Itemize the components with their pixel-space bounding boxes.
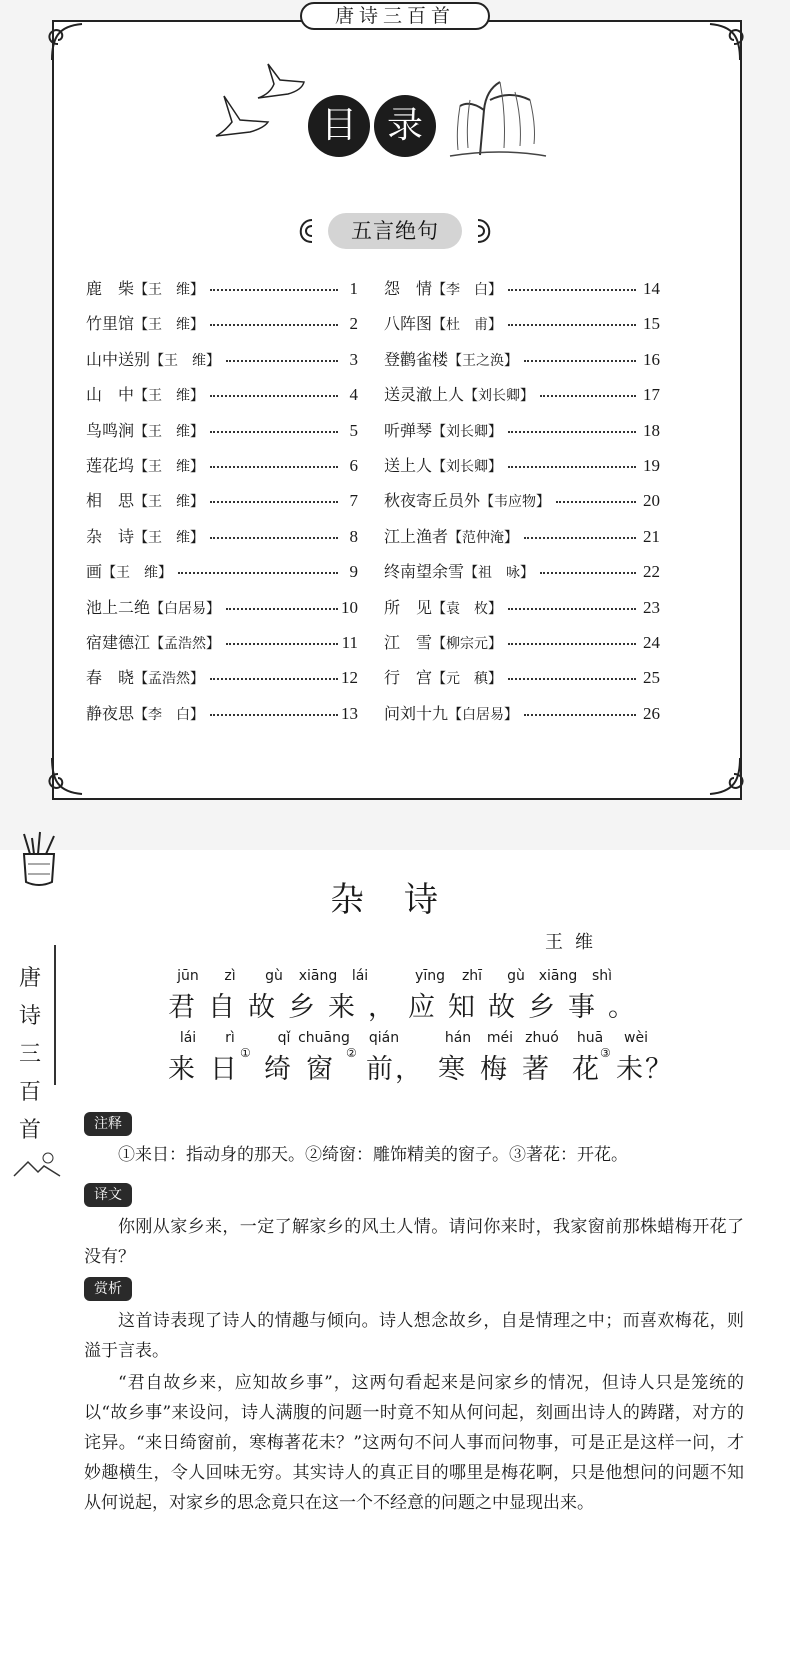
pinyin: shì [591, 968, 613, 984]
toc-entry-author: 【李 白】 [134, 706, 205, 723]
toc-entry-page-number: 17 [643, 385, 660, 405]
side-title-char: 三 [18, 1042, 41, 1067]
pinyin: lái [351, 968, 369, 984]
poem-char: 未？ [616, 1054, 674, 1085]
pinyin: zhuó [525, 1030, 559, 1046]
poem-char: 寒 [438, 1054, 467, 1085]
poem-char: 前， [366, 1054, 424, 1085]
annotation-label: 注释 [84, 1112, 132, 1136]
cloud-scroll-icon [290, 216, 320, 246]
toc-entry-title: 江 雪 [384, 633, 433, 652]
toc-entry-page-number: 8 [349, 526, 358, 546]
toc-entry[interactable] [86, 699, 204, 729]
toc-entry-title: 送上人 [384, 456, 433, 475]
willow-tree-icon [440, 70, 550, 160]
poem-author: 王维 [545, 932, 605, 953]
poem-char: 来 [168, 1054, 197, 1085]
appreciation-paragraph-2: “君自故乡来，应知故乡事”，这两句看起来是问家乡的情况，但诗人只是笼统的以“故乡事”来设问，诗人满腹的问题一时竟不知从何问起，刻画出诗人的踌躇，对方的诧异。“来日绮窗前，寒梅著花未？”这两句不问人事而问物事，可是正是这样一问，才妙趣横生，令人回味无穷。其实诗人的真正目的哪里是梅花啊，只是他想问的问题不知从何说起，对家乡的思念竟只在这一个不经意的问题之中显现出来。 [84, 1373, 744, 1513]
toc-entry-author: 【王 维】 [134, 529, 205, 546]
poem-char: 花 [572, 1054, 601, 1085]
toc-entry[interactable] [384, 699, 518, 729]
annotation-marker: ② [346, 1046, 357, 1060]
pinyin: gù [507, 968, 525, 984]
swallows-icon [210, 60, 310, 150]
pinyin: jūn [177, 968, 199, 984]
toc-entry-page-number: 15 [643, 314, 660, 334]
corner-ornament-icon [694, 750, 754, 810]
pinyin: chuāng [298, 1030, 350, 1046]
toc-entry-page-number: 18 [643, 420, 660, 440]
toc-entry-page-number: 11 [341, 633, 358, 652]
toc-entry[interactable] [86, 557, 172, 587]
translation-text: 你刚从家乡来，一定了解家乡的风土人情。请问你来时，我家窗前那株蜡梅开花了没有？ [84, 1217, 744, 1267]
toc-entry-author: 【刘长卿】 [432, 459, 503, 475]
toc-entry[interactable] [384, 557, 534, 587]
toc-entry-page-number: 26 [643, 703, 660, 723]
toc-entry[interactable] [86, 593, 220, 623]
toc-entry-title: 江上渔者 [384, 526, 449, 546]
toc-entry[interactable] [86, 416, 204, 446]
toc-heading-char-1: 目 [308, 95, 370, 157]
poem-char: 日 [210, 1054, 239, 1085]
side-title-char: 首 [18, 1118, 41, 1143]
translation-label: 译文 [84, 1183, 132, 1207]
toc-heading-char-2: 录 [374, 95, 436, 157]
toc-entry-title: 山中送别 [86, 349, 151, 369]
toc-entry-author: 【王 维】 [102, 565, 173, 582]
poem-char: 窗 [306, 1054, 335, 1085]
toc-entry-title: 所 见 [384, 597, 433, 617]
toc-entry[interactable] [86, 309, 204, 339]
toc-entry-title: 送灵澈上人 [384, 385, 465, 405]
toc-entry-page-number: 3 [349, 349, 358, 369]
side-title-char: 诗 [18, 1004, 41, 1029]
toc-entry-page-number: 20 [643, 491, 660, 511]
toc-entry-author: 【范仲淹】 [448, 529, 519, 546]
toc-entry-page-number: 21 [643, 526, 660, 546]
pinyin: huā [576, 1030, 604, 1046]
toc-entry[interactable] [384, 309, 502, 339]
poem-char: 著 [522, 1054, 551, 1085]
toc-entry-title: 山 中 [86, 385, 135, 405]
poem-title: 杂诗 [330, 880, 478, 920]
toc-entry[interactable] [384, 628, 502, 658]
toc-entry-title: 竹里馆 [86, 314, 135, 334]
toc-entry-author: 【白居易】 [448, 706, 519, 723]
toc-entry-author: 【王 维】 [134, 459, 205, 475]
toc-entry-author: 【孟浩然】 [150, 636, 221, 652]
pinyin: wèi [624, 1030, 648, 1046]
toc-entry-title: 终南望余雪 [384, 562, 465, 582]
corner-ornament-icon [694, 8, 754, 68]
toc-entry-title: 画 [86, 562, 103, 582]
corner-ornament-icon [38, 8, 98, 68]
toc-entry-title: 秋夜寄丘员外 [384, 491, 481, 511]
pinyin: hán [444, 1030, 472, 1046]
pinyin: zhī [461, 968, 483, 984]
toc-entry-page-number: 7 [349, 491, 358, 511]
toc-entry-page-number: 24 [643, 633, 660, 652]
toc-entry-page-number: 4 [349, 385, 358, 405]
toc-entry-author: 【王 维】 [134, 317, 205, 334]
toc-entry-title: 八阵图 [384, 314, 433, 334]
toc-entry[interactable] [86, 663, 204, 693]
toc-entry-author: 【祖 咏】 [464, 565, 535, 582]
toc-entry-page-number: 5 [349, 420, 358, 440]
toc-entry[interactable] [86, 486, 204, 516]
toc-entry-author: 【袁 枚】 [432, 600, 503, 617]
appreciation-paragraph-1: 这首诗表现了诗人的情趣与倾向。诗人想念故乡，自是情理之中；而喜欢梅花，则溢于言表。 [84, 1311, 744, 1361]
toc-dot-leader [508, 678, 636, 680]
appreciation-label: 赏析 [84, 1277, 132, 1301]
toc-entry-title: 春 晓 [86, 668, 135, 688]
toc-entry-page-number: 6 [349, 456, 358, 475]
pinyin: yīng [415, 968, 445, 984]
toc-dot-leader [508, 608, 636, 610]
toc-entry[interactable] [86, 522, 204, 552]
pinyin: rì [225, 1030, 235, 1046]
toc-entry-title: 鹿 柴 [86, 279, 135, 298]
toc-entry-author: 【王 维】 [134, 494, 205, 511]
annotation-text: ①来日：指动身的那天。②绮窗：雕饰精美的窗子。③著花：开花。 [118, 1145, 628, 1165]
toc-entry[interactable] [384, 416, 502, 446]
poem-line-1: 君自故乡来，应知故乡事。 [168, 992, 648, 1023]
side-series-title [18, 960, 42, 1150]
toc-entry[interactable] [384, 593, 502, 623]
pinyin: zì [224, 968, 236, 984]
toc-entry-author: 【王 维】 [134, 388, 205, 405]
landscape-icon [12, 1150, 62, 1180]
pinyin: gù [265, 968, 283, 984]
toc-entry-author: 【韦应物】 [480, 494, 551, 511]
toc-dot-leader [178, 572, 338, 574]
toc-entry-title: 鸟鸣涧 [86, 420, 135, 440]
toc-entry-page-number: 2 [349, 314, 358, 334]
toc-entry-title: 行 宫 [384, 668, 433, 688]
pinyin: xiāng [538, 968, 578, 984]
toc-dot-leader [508, 643, 636, 645]
side-title-char: 百 [18, 1080, 41, 1105]
toc-entry-page-number: 22 [643, 562, 660, 582]
toc-entry[interactable] [86, 451, 204, 481]
toc-entry[interactable] [86, 628, 220, 658]
toc-entry[interactable] [384, 486, 550, 516]
pinyin: lái [179, 1030, 197, 1046]
series-title: 唐诗三百首 [300, 2, 490, 30]
toc-entry-title: 登鹳雀楼 [384, 349, 449, 369]
toc-entry-author: 【王 维】 [134, 423, 205, 440]
toc-entry[interactable] [384, 522, 518, 552]
toc-entry-author: 【孟浩然】 [134, 671, 205, 688]
toc-entry[interactable] [384, 274, 502, 304]
toc-entry-page-number: 16 [643, 349, 660, 369]
toc-entry-title: 杂 诗 [86, 526, 135, 546]
toc-dot-leader [508, 289, 636, 291]
toc-dot-leader [508, 431, 636, 433]
toc-entry[interactable] [384, 380, 534, 410]
toc-entry-author: 【李 白】 [432, 282, 503, 298]
toc-dot-leader [508, 466, 636, 468]
toc-entry-author: 【刘长卿】 [464, 388, 535, 405]
section-title: 五言绝句 [328, 213, 462, 249]
cloud-scroll-icon [470, 216, 500, 246]
toc-entry-title: 相 思 [86, 491, 135, 511]
toc-entry-author: 【刘长卿】 [432, 423, 503, 440]
toc-entry-page-number: 13 [341, 703, 358, 723]
toc-entry-author: 【白居易】 [150, 600, 221, 617]
toc-entry-page-number: 9 [349, 562, 358, 582]
toc-entry-page-number: 14 [643, 279, 660, 298]
annotation-marker: ① [240, 1046, 251, 1060]
toc-entry-author: 【杜 甫】 [432, 317, 503, 334]
pinyin: méi [486, 1030, 514, 1046]
toc-entry-title: 怨 情 [384, 279, 433, 298]
poem-char: 梅 [480, 1054, 509, 1085]
toc-entry-page-number: 25 [643, 668, 660, 688]
toc-entry-title: 听弹琴 [384, 420, 433, 440]
toc-entry-title: 宿建德江 [86, 633, 151, 652]
toc-entry-page-number: 19 [643, 456, 660, 475]
brush-pot-icon [14, 830, 64, 890]
pinyin: qǐ [277, 1030, 291, 1046]
toc-entry-author: 【柳宗元】 [432, 636, 503, 652]
pinyin: qián [368, 1030, 400, 1046]
toc-entry-author: 【王之涣】 [448, 352, 519, 369]
side-title-char: 唐 [18, 966, 41, 991]
toc-entry[interactable] [384, 345, 518, 375]
corner-ornament-icon [38, 750, 98, 810]
side-divider [54, 945, 56, 1085]
toc-entry-title: 静夜思 [86, 703, 135, 723]
poem-char: 绮 [264, 1054, 293, 1085]
toc-entry[interactable] [384, 663, 502, 693]
toc-entry-author: 【元 稹】 [432, 671, 503, 688]
toc-entry-title: 问刘十九 [384, 703, 449, 723]
pinyin: xiāng [298, 968, 338, 984]
toc-entry-page-number: 10 [341, 597, 358, 617]
toc-entry-page-number: 12 [341, 668, 358, 688]
toc-entry-page-number: 23 [643, 597, 660, 617]
toc-entry-author: 【王 维】 [150, 352, 221, 369]
toc-entry-page-number: 1 [349, 279, 358, 298]
annotation-marker: ③ [600, 1046, 611, 1060]
toc-entry[interactable] [86, 274, 204, 304]
toc-entry-author: 【王 维】 [134, 282, 205, 298]
toc-entry-title: 池上二绝 [86, 597, 151, 617]
toc-dot-leader [508, 324, 636, 326]
toc-entry[interactable] [86, 345, 220, 375]
toc-entry[interactable] [86, 380, 204, 410]
toc-entry-title: 莲花坞 [86, 456, 135, 475]
toc-entry[interactable] [384, 451, 502, 481]
